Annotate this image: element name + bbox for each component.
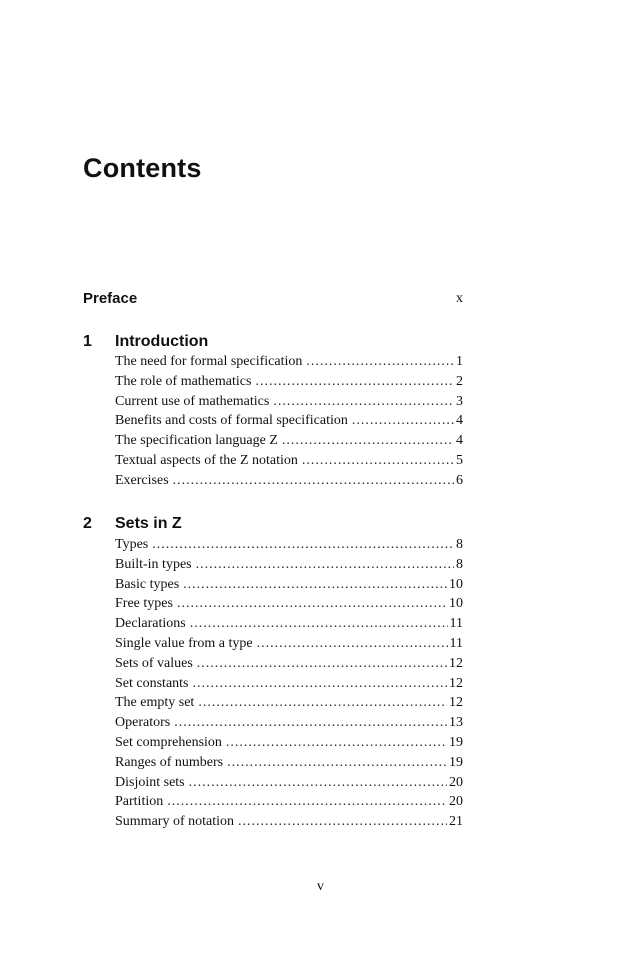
- entry-title: Set constants: [115, 675, 189, 691]
- chapter-number: 2: [83, 515, 92, 532]
- entry-title: Current use of mathematics: [115, 393, 270, 409]
- toc-entry: [115, 693, 463, 713]
- dot-leader: [197, 654, 447, 674]
- entry-page-number: 11: [449, 616, 463, 632]
- dot-leader: [167, 792, 447, 812]
- entry-title: Built-in types: [115, 556, 192, 572]
- entry-title: Single value from a type: [115, 635, 253, 651]
- entry-page-number: 5: [456, 452, 463, 468]
- page-folio: v: [317, 879, 324, 894]
- chapter-2-entries: [115, 535, 463, 832]
- preface-label: Preface: [83, 290, 138, 307]
- toc-entry: [115, 614, 463, 634]
- entry-page-number: 19: [449, 734, 463, 750]
- entry-title: Sets of values: [115, 655, 193, 671]
- entry-page-number: 6: [456, 472, 463, 488]
- toc-entry: [115, 713, 463, 733]
- entry-title: Basic types: [115, 576, 180, 592]
- dot-leader: [189, 773, 447, 793]
- entry-page-number: 4: [456, 413, 463, 429]
- dot-leader: [282, 431, 454, 451]
- dot-leader: [174, 713, 447, 733]
- chapter-heading: [83, 513, 463, 535]
- toc-entry: [115, 352, 463, 372]
- entry-title: Partition: [115, 794, 164, 810]
- dot-leader: [152, 535, 454, 555]
- entry-title: The role of mathematics: [115, 373, 252, 389]
- toc-entry: [115, 753, 463, 773]
- entry-page-number: 10: [449, 596, 463, 612]
- toc-entry: [115, 535, 463, 555]
- chapter-title: Introduction: [115, 333, 209, 350]
- toc-entry: [115, 451, 463, 471]
- dot-leader: [193, 674, 448, 694]
- entry-title: Types: [115, 537, 149, 552]
- entry-page-number: 20: [449, 774, 463, 790]
- toc-entry: [115, 594, 463, 614]
- entry-title: Declarations: [115, 616, 186, 632]
- entry-page-number: 21: [449, 814, 463, 830]
- toc-entry: [115, 372, 463, 392]
- entry-page-number: 8: [456, 537, 463, 552]
- toc-entry: [115, 792, 463, 812]
- dot-leader: [226, 733, 447, 753]
- entry-page-number: 2: [456, 373, 463, 389]
- entry-title: Operators: [115, 715, 171, 731]
- dot-leader: [238, 812, 447, 832]
- toc-entry: [115, 555, 463, 575]
- dot-leader: [198, 693, 447, 713]
- entry-page-number: 13: [449, 715, 463, 731]
- entry-page-number: 10: [449, 576, 463, 592]
- chapter-title: Sets in Z: [115, 515, 182, 532]
- dot-leader: [196, 555, 454, 575]
- page-title: Contents: [83, 153, 202, 183]
- toc-entry: [115, 654, 463, 674]
- entry-title: The empty set: [115, 695, 195, 711]
- entry-title: The specification language Z: [115, 433, 278, 449]
- entry-page-number: 12: [449, 655, 463, 671]
- chapter-number: 1: [83, 333, 92, 350]
- toc-entry: [115, 471, 463, 491]
- dot-leader: [177, 594, 447, 614]
- dot-leader: [306, 352, 454, 372]
- toc-entry: [115, 634, 463, 654]
- entry-page-number: 3: [456, 393, 463, 409]
- toc-entry: [115, 733, 463, 753]
- entry-page-number: 8: [456, 556, 463, 572]
- preface-page-number: x: [456, 291, 463, 306]
- dot-leader: [255, 372, 454, 392]
- dot-leader: [227, 753, 447, 773]
- dot-leader: [183, 575, 447, 595]
- toc-entry: [115, 575, 463, 595]
- entry-title: Summary of notation: [115, 814, 234, 830]
- entry-title: Ranges of numbers: [115, 754, 224, 770]
- entry-title: Exercises: [115, 472, 169, 488]
- entry-title: Free types: [115, 596, 173, 612]
- toc-entry: [115, 773, 463, 793]
- dot-leader: [302, 451, 454, 471]
- entry-page-number: 12: [449, 695, 463, 711]
- entry-title: Textual aspects of the Z notation: [115, 452, 298, 468]
- entry-page-number: 1: [456, 354, 463, 369]
- chapter-1-entries: [115, 352, 463, 491]
- dot-leader: [190, 614, 448, 634]
- entry-title: Set comprehension: [115, 734, 222, 750]
- entry-page-number: 20: [449, 794, 463, 810]
- entry-page-number: 12: [449, 675, 463, 691]
- toc-entry: [115, 674, 463, 694]
- entry-title: Benefits and costs of formal specification: [115, 413, 348, 429]
- entry-title: Disjoint sets: [115, 774, 185, 790]
- entry-title: The need for formal specification: [115, 354, 303, 369]
- dot-leader: [352, 411, 454, 431]
- entry-page-number: 4: [456, 433, 463, 449]
- chapter-heading: [83, 331, 463, 353]
- toc-entry: [115, 431, 463, 451]
- preface-entry: [83, 289, 463, 309]
- dot-leader: [257, 634, 448, 654]
- entry-page-number: 19: [449, 754, 463, 770]
- entry-page-number: 11: [449, 635, 463, 651]
- dot-leader: [273, 392, 454, 412]
- dot-leader: [173, 471, 454, 491]
- toc-entry: [115, 392, 463, 412]
- toc-entry: [115, 411, 463, 431]
- toc-entry: [115, 812, 463, 832]
